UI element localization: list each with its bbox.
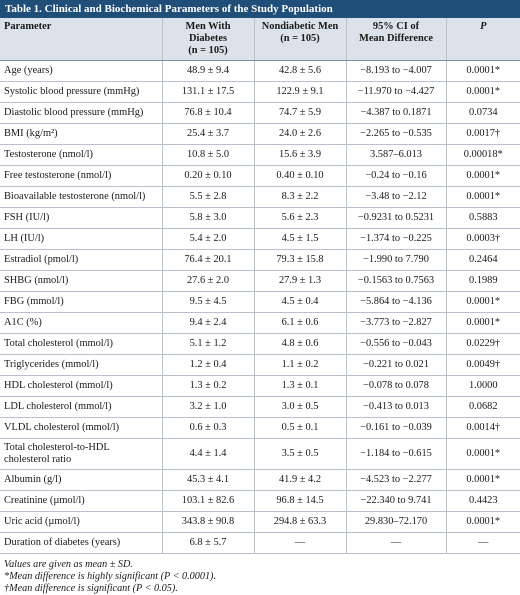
table-footnotes — [0, 554, 520, 595]
cell-nondiabetic-men: 1.1 ± 0.2 — [254, 355, 346, 376]
table-title: Table 1. Clinical and Biochemical Parameters of the Study Population — [0, 0, 520, 18]
header-line: Mean Difference — [359, 33, 433, 44]
cell-parameter: FSH (IU/l) — [0, 208, 162, 229]
cell-nondiabetic-men: 8.3 ± 2.2 — [254, 187, 346, 208]
header-ci — [346, 18, 446, 61]
cell-ci: −4.387 to 0.1871 — [346, 103, 446, 124]
table-row — [0, 376, 520, 397]
cell-parameter: SHBG (nmol/l) — [0, 271, 162, 292]
cell-ci: −1.184 to −0.615 — [346, 439, 446, 470]
cell-ci: −22.340 to 9.741 — [346, 491, 446, 512]
cell-parameter: Age (years) — [0, 61, 162, 82]
footnote: †Mean difference is significant (P < 0.05). — [4, 583, 178, 594]
table-row — [0, 61, 520, 82]
cell-parameter: Triglycerides (mmol/l) — [0, 355, 162, 376]
cell-parameter: Uric acid (µmol/l) — [0, 512, 162, 533]
table-row — [0, 187, 520, 208]
cell-parameter: Testosterone (nmol/l) — [0, 145, 162, 166]
cell-men-with-diabetes: 5.8 ± 3.0 — [162, 208, 254, 229]
cell-men-with-diabetes: 0.20 ± 0.10 — [162, 166, 254, 187]
cell-ci: — — [346, 533, 446, 554]
table-body — [0, 61, 520, 554]
cell-p-value: 0.0014† — [446, 418, 520, 439]
cell-men-with-diabetes: 48.9 ± 9.4 — [162, 61, 254, 82]
cell-men-with-diabetes: 1.2 ± 0.4 — [162, 355, 254, 376]
cell-p-value: 0.00018* — [446, 145, 520, 166]
cell-ci: −3.773 to −2.827 — [346, 313, 446, 334]
cell-ci: −1.990 to 7.790 — [346, 250, 446, 271]
cell-parameter: LDL cholesterol (mmol/l) — [0, 397, 162, 418]
cell-nondiabetic-men: 4.5 ± 1.5 — [254, 229, 346, 250]
cell-nondiabetic-men: 3.0 ± 0.5 — [254, 397, 346, 418]
header-nondiabetic-men — [254, 18, 346, 61]
table-row — [0, 470, 520, 491]
cell-nondiabetic-men: 4.5 ± 0.4 — [254, 292, 346, 313]
cell-nondiabetic-men: 24.0 ± 2.6 — [254, 124, 346, 145]
table-row — [0, 166, 520, 187]
table-row — [0, 491, 520, 512]
cell-p-value: 0.0001* — [446, 292, 520, 313]
cell-p-value: — — [446, 533, 520, 554]
cell-men-with-diabetes: 6.8 ± 5.7 — [162, 533, 254, 554]
cell-men-with-diabetes: 45.3 ± 4.1 — [162, 470, 254, 491]
cell-nondiabetic-men: 3.5 ± 0.5 — [254, 439, 346, 470]
cell-ci: −1.374 to −0.225 — [346, 229, 446, 250]
cell-ci: 29.830–72.170 — [346, 512, 446, 533]
table-header — [0, 18, 520, 61]
cell-ci: −2.265 to −0.535 — [346, 124, 446, 145]
cell-men-with-diabetes: 27.6 ± 2.0 — [162, 271, 254, 292]
header-line: Men With Diabetes — [185, 21, 231, 44]
cell-men-with-diabetes: 4.4 ± 1.4 — [162, 439, 254, 470]
cell-parameter: LH (IU/l) — [0, 229, 162, 250]
cell-parameter: Diastolic blood pressure (mmHg) — [0, 103, 162, 124]
header-p-value: P — [446, 18, 520, 61]
cell-nondiabetic-men: 0.5 ± 0.1 — [254, 418, 346, 439]
cell-nondiabetic-men: 4.8 ± 0.6 — [254, 334, 346, 355]
cell-p-value: 0.2464 — [446, 250, 520, 271]
cell-men-with-diabetes: 103.1 ± 82.6 — [162, 491, 254, 512]
table-row — [0, 208, 520, 229]
cell-ci: −11.970 to −4.427 — [346, 82, 446, 103]
cell-p-value: 0.0003† — [446, 229, 520, 250]
cell-nondiabetic-men: 41.9 ± 4.2 — [254, 470, 346, 491]
cell-nondiabetic-men: 79.3 ± 15.8 — [254, 250, 346, 271]
cell-parameter: Duration of diabetes (years) — [0, 533, 162, 554]
cell-parameter: Bioavailable testosterone (nmol/l) — [0, 187, 162, 208]
cell-p-value: 0.0001* — [446, 512, 520, 533]
cell-parameter: Creatinine (µmol/l) — [0, 491, 162, 512]
cell-nondiabetic-men: 15.6 ± 3.9 — [254, 145, 346, 166]
cell-p-value: 0.0001* — [446, 439, 520, 470]
cell-p-value: 0.0001* — [446, 313, 520, 334]
cell-nondiabetic-men: 74.7 ± 5.9 — [254, 103, 346, 124]
table-row — [0, 533, 520, 554]
table-row — [0, 397, 520, 418]
cell-parameter: Total cholesterol (mmol/l) — [0, 334, 162, 355]
cell-men-with-diabetes: 5.1 ± 1.2 — [162, 334, 254, 355]
cell-p-value: 0.1989 — [446, 271, 520, 292]
cell-nondiabetic-men: 5.6 ± 2.3 — [254, 208, 346, 229]
table-row — [0, 82, 520, 103]
cell-ci: −0.1563 to 0.7563 — [346, 271, 446, 292]
table-row — [0, 355, 520, 376]
cell-ci: −0.9231 to 0.5231 — [346, 208, 446, 229]
cell-parameter: Albumin (g/l) — [0, 470, 162, 491]
cell-p-value: 0.0229† — [446, 334, 520, 355]
header-parameter: Parameter — [0, 18, 162, 61]
table-row — [0, 145, 520, 166]
cell-men-with-diabetes: 343.8 ± 90.8 — [162, 512, 254, 533]
cell-men-with-diabetes: 5.5 ± 2.8 — [162, 187, 254, 208]
cell-parameter: Total cholesterol-to-HDL cholesterol ratio — [0, 439, 162, 470]
cell-p-value: 0.0017† — [446, 124, 520, 145]
table-row — [0, 418, 520, 439]
table-row — [0, 124, 520, 145]
cell-ci: −0.221 to 0.021 — [346, 355, 446, 376]
cell-parameter: Systolic blood pressure (mmHg) — [0, 82, 162, 103]
cell-men-with-diabetes: 3.2 ± 1.0 — [162, 397, 254, 418]
cell-nondiabetic-men: 42.8 ± 5.6 — [254, 61, 346, 82]
cell-ci: −0.413 to 0.013 — [346, 397, 446, 418]
cell-nondiabetic-men: 96.8 ± 14.5 — [254, 491, 346, 512]
cell-ci: −8.193 to −4.007 — [346, 61, 446, 82]
header-line: (n = 105) — [188, 45, 228, 56]
table-row — [0, 250, 520, 271]
cell-ci: −5.864 to −4.136 — [346, 292, 446, 313]
cell-nondiabetic-men: 6.1 ± 0.6 — [254, 313, 346, 334]
cell-men-with-diabetes: 0.6 ± 0.3 — [162, 418, 254, 439]
cell-men-with-diabetes: 76.4 ± 20.1 — [162, 250, 254, 271]
cell-p-value: 0.0049† — [446, 355, 520, 376]
table-row — [0, 334, 520, 355]
data-table — [0, 18, 520, 554]
cell-parameter: VLDL cholesterol (mmol/l) — [0, 418, 162, 439]
cell-parameter: BMI (kg/m²) — [0, 124, 162, 145]
cell-nondiabetic-men: 0.40 ± 0.10 — [254, 166, 346, 187]
cell-ci: −4.523 to −2.277 — [346, 470, 446, 491]
footnote: Values are given as mean ± SD. — [4, 559, 133, 570]
cell-ci: −0.24 to −0.16 — [346, 166, 446, 187]
cell-men-with-diabetes: 131.1 ± 17.5 — [162, 82, 254, 103]
cell-nondiabetic-men: — — [254, 533, 346, 554]
cell-nondiabetic-men: 294.8 ± 63.3 — [254, 512, 346, 533]
cell-men-with-diabetes: 10.8 ± 5.0 — [162, 145, 254, 166]
header-men-with-diabetes — [162, 18, 254, 61]
header-line: (n = 105) — [280, 33, 320, 44]
cell-parameter: FBG (mmol/l) — [0, 292, 162, 313]
cell-nondiabetic-men: 122.9 ± 9.1 — [254, 82, 346, 103]
cell-men-with-diabetes: 76.8 ± 10.4 — [162, 103, 254, 124]
table-row — [0, 229, 520, 250]
table-row — [0, 292, 520, 313]
cell-p-value: 0.0734 — [446, 103, 520, 124]
cell-men-with-diabetes: 5.4 ± 2.0 — [162, 229, 254, 250]
cell-parameter: HDL cholesterol (mmol/l) — [0, 376, 162, 397]
cell-ci: −0.556 to −0.043 — [346, 334, 446, 355]
table-row — [0, 271, 520, 292]
cell-ci: −3.48 to −2.12 — [346, 187, 446, 208]
cell-ci: −0.161 to −0.039 — [346, 418, 446, 439]
table-row — [0, 512, 520, 533]
cell-men-with-diabetes: 1.3 ± 0.2 — [162, 376, 254, 397]
table-row — [0, 439, 520, 470]
cell-p-value: 0.5883 — [446, 208, 520, 229]
cell-p-value: 0.0001* — [446, 166, 520, 187]
footnote: *Mean difference is highly significant (P < 0.0001). — [4, 571, 217, 582]
cell-nondiabetic-men: 27.9 ± 1.3 — [254, 271, 346, 292]
cell-parameter: Estradiol (pmol/l) — [0, 250, 162, 271]
cell-p-value: 0.0001* — [446, 187, 520, 208]
cell-p-value: 0.0001* — [446, 470, 520, 491]
cell-men-with-diabetes: 9.5 ± 4.5 — [162, 292, 254, 313]
header-line: Nondiabetic Men — [261, 21, 339, 32]
table-row — [0, 313, 520, 334]
cell-p-value: 0.0001* — [446, 82, 520, 103]
cell-p-value: 0.0001* — [446, 61, 520, 82]
header-line: 95% CI of — [372, 21, 420, 32]
table-row — [0, 103, 520, 124]
cell-men-with-diabetes: 9.4 ± 2.4 — [162, 313, 254, 334]
cell-parameter: A1C (%) — [0, 313, 162, 334]
cell-p-value: 0.4423 — [446, 491, 520, 512]
cell-nondiabetic-men: 1.3 ± 0.1 — [254, 376, 346, 397]
cell-ci: −0.078 to 0.078 — [346, 376, 446, 397]
cell-p-value: 1.0000 — [446, 376, 520, 397]
cell-p-value: 0.0682 — [446, 397, 520, 418]
cell-parameter: Free testosterone (nmol/l) — [0, 166, 162, 187]
cell-men-with-diabetes: 25.4 ± 3.7 — [162, 124, 254, 145]
cell-ci: 3.587–6.013 — [346, 145, 446, 166]
